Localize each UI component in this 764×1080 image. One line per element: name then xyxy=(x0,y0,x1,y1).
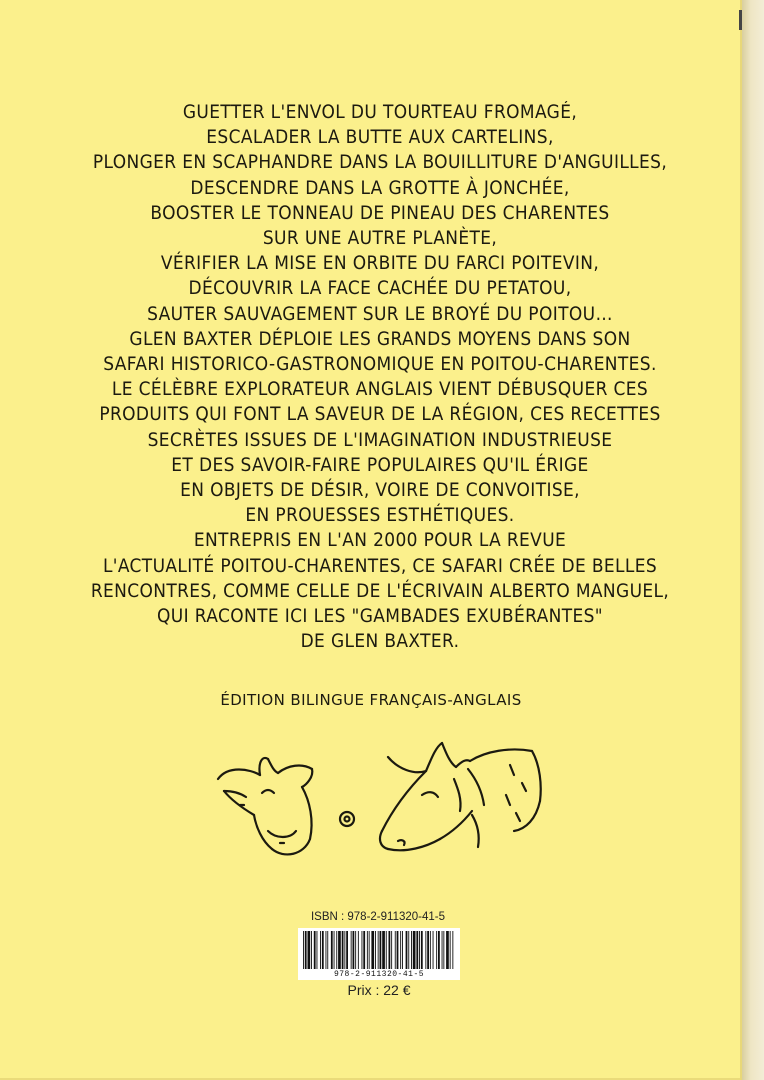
barcode-bar xyxy=(443,931,444,969)
barcode-bar xyxy=(408,931,409,969)
barcode-bar xyxy=(378,931,379,969)
barcode-bar xyxy=(382,931,385,969)
barcode-bar xyxy=(375,931,376,969)
blurb-line: VÉRIFIER LA MISE EN ORBITE DU FARCI POITEVIN, xyxy=(160,253,600,275)
barcode-bar xyxy=(433,931,434,969)
barcode-bar xyxy=(336,931,337,969)
barcode-bar xyxy=(369,931,370,969)
blurb-line: ESCALADER LA BUTTE AUX CARTELINS, xyxy=(206,127,554,149)
blurb-line: GLEN BAXTER DÉPLOIE LES GRANDS MOYENS DANS SON xyxy=(129,328,631,350)
barcode-bar xyxy=(334,931,335,969)
barcode-bar xyxy=(320,931,321,969)
cow-heads-illustration xyxy=(210,735,550,865)
blurb-line: DE GLEN BAXTER. xyxy=(300,631,460,653)
barcode-bar xyxy=(391,931,392,969)
barcode-bar xyxy=(402,931,403,969)
barcode-bar xyxy=(411,931,412,969)
blurb-line: BOOSTER LE TONNEAU DE PINEAU DES CHARENTES xyxy=(150,202,610,224)
blurb-line: PLONGER EN SCAPHANDRE DANS LA BOUILLITURE D'ANGUILLES, xyxy=(92,152,668,174)
blurb-line: PRODUITS QUI FONT LA SAVEUR DE LA RÉGION, CES RECETTES xyxy=(99,404,661,426)
barcode-bar xyxy=(358,931,359,969)
barcode xyxy=(298,928,460,980)
barcode-bar xyxy=(425,931,426,969)
barcode-bar xyxy=(442,931,443,969)
edition-note: ÉDITION BILINGUE FRANÇAIS-ANGLAIS xyxy=(220,691,522,709)
barcode-bar xyxy=(367,931,368,969)
barcode-bar xyxy=(413,931,416,969)
blurb-line: LE CÉLÈBRE EXPLORATEUR ANGLAIS VIENT DÉBUSQUER CES xyxy=(111,379,649,401)
barcode-bar xyxy=(450,931,451,969)
barcode-bar xyxy=(314,931,316,969)
edge-mark xyxy=(739,10,742,30)
barcode-bar xyxy=(362,931,363,969)
blurb-line: RENCONTRES, COMME CELLE DE L'ÉCRIVAIN ALBERTO MANGUEL, xyxy=(90,580,670,602)
barcode-bar xyxy=(406,931,408,969)
barcode-bar xyxy=(305,931,307,969)
blurb-line: DESCENDRE DANS LA GROTTE À JONCHÉE, xyxy=(190,177,570,199)
barcode-bar xyxy=(416,931,418,969)
barcode-bar xyxy=(338,931,341,969)
blurb-line: ET DES SAVOIR-FAIRE POPULAIRES QU'IL ÉRIGE xyxy=(171,454,589,476)
barcode-bar xyxy=(386,931,387,969)
isbn-label: ISBN : 978-2-911320-41-5 xyxy=(310,911,446,923)
barcode-bar xyxy=(419,931,420,969)
blurb-line: DÉCOUVRIR LA FACE CACHÉE DU PETATOU, xyxy=(188,278,572,300)
blurb-line: SECRÈTES ISSUES DE L'IMAGINATION INDUSTRIEUSE xyxy=(147,429,613,451)
blurb-line: EN PROUESSES ESTHÉTIQUES. xyxy=(245,505,515,527)
blurb-line: ENTREPRIS EN L'AN 2000 POUR LA REVUE xyxy=(193,530,567,552)
barcode-bar xyxy=(452,931,453,969)
blurb-line: L'ACTUALITÉ POITOU-CHARENTES, CE SAFARI CRÉE DE BELLES xyxy=(102,555,658,577)
barcode-bar xyxy=(371,931,374,969)
barcode-bar xyxy=(438,931,440,969)
barcode-bar xyxy=(308,931,311,969)
blurb-line: QUI RACONTE ICI LES "GAMBADES EXUBÉRANTES" xyxy=(157,606,603,628)
barcode-bar xyxy=(389,931,391,969)
blurb-line: EN OBJETS DE DÉSIR, VOIRE DE CONVOITISE, xyxy=(180,480,580,502)
barcode-bar xyxy=(311,931,312,969)
barcode-bar xyxy=(427,931,429,969)
barcode-bar xyxy=(421,931,423,969)
blurb-line: GUETTER L'ENVOL DU TOURTEAU FROMAGÉ, xyxy=(182,102,578,123)
barcode-bar xyxy=(303,931,304,969)
blurb-line: SUR UNE AUTRE PLANÈTE, xyxy=(262,228,498,250)
barcode-bar xyxy=(326,931,327,969)
dot-ornament xyxy=(340,812,354,826)
blurb-line: SAFARI HISTORICO-GASTRONOMIQUE EN POITOU-CHARENTES. xyxy=(103,354,657,376)
barcode-bar xyxy=(397,931,399,969)
barcode-bar xyxy=(346,931,348,969)
barcode-bar xyxy=(322,931,324,969)
barcode-bar xyxy=(327,931,328,969)
large-cow-head-drawing xyxy=(380,743,541,850)
barcode-bar xyxy=(331,931,333,969)
barcode-bars xyxy=(302,931,456,969)
price-label: Prix : 22 € xyxy=(347,982,411,998)
barcode-bar xyxy=(353,931,355,969)
small-cow-head-drawing xyxy=(218,758,312,854)
barcode-bar xyxy=(344,931,345,969)
barcode-bar xyxy=(355,931,356,969)
barcode-bar xyxy=(363,931,365,969)
barcode-bar xyxy=(430,931,431,969)
barcode-bar xyxy=(380,931,382,969)
blurb-text xyxy=(86,100,675,654)
barcode-bar xyxy=(395,931,396,969)
barcode-bar xyxy=(436,931,437,969)
barcode-bar xyxy=(342,931,344,969)
barcode-bar xyxy=(317,931,318,969)
blurb-line: SAUTER SAUVAGEMENT SUR LE BROYÉ DU POITOU… xyxy=(147,303,613,325)
barcode-bar xyxy=(446,931,449,969)
barcode-bar xyxy=(351,931,352,969)
barcode-bar xyxy=(400,931,401,969)
barcode-digits: 978-2-911320-41-5 xyxy=(333,970,425,979)
cover-edge xyxy=(742,0,764,1080)
